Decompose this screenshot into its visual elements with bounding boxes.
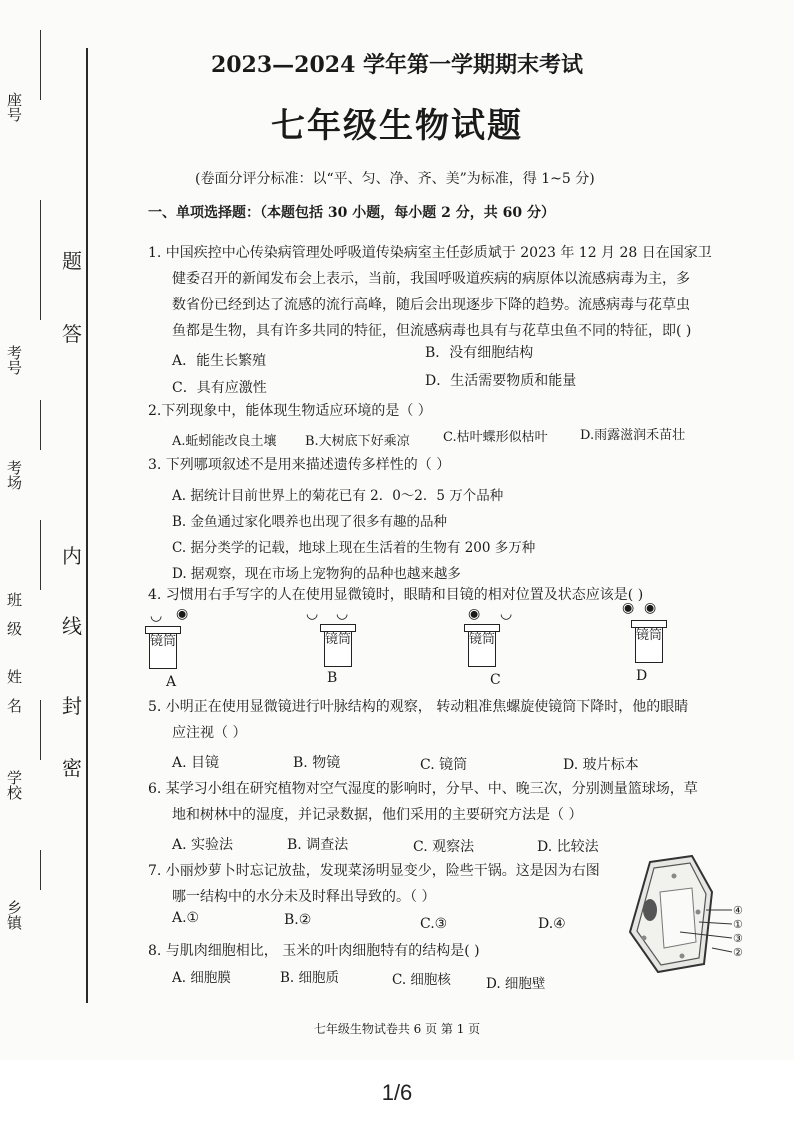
- eye-closed-icon: ◡: [306, 606, 319, 622]
- q6-option-b: B. 调查法: [287, 837, 349, 853]
- seal-char: 答: [62, 322, 82, 346]
- page-indicator: 1/6: [381, 1080, 413, 1105]
- page-footer: 七年级生物试卷共 6 页 第 1 页: [313, 1022, 481, 1036]
- q2-stem: 2.下列现象中，能体现生物适应环境的是（ ）: [148, 403, 432, 419]
- q4-figure-label: C: [490, 672, 501, 688]
- q1-line: 健委召开的新闻发布会上表示，当前，我国呼吸道疾病的病原体以流感病毒为主，多: [172, 271, 690, 287]
- q1-option-b: B．没有细胞结构: [425, 345, 534, 361]
- q5-line: 5. 小明正在使用显微镜进行叶脉结构的观察， 转动粗准焦螺旋使镜筒下降时，他的眼睛: [148, 699, 689, 715]
- nucleus: [643, 899, 657, 921]
- q7-line: 7. 小丽炒萝卜时忘记放盐，发现菜汤明显变少，险些干锅。这是因为右图: [148, 863, 600, 879]
- q7-option-a: A.①: [172, 910, 200, 926]
- section-heading: 一、单项选择题：（本题包括 30 小题，每小题 2 分，共 60 分）: [148, 205, 555, 221]
- exam-no-fill-line: [40, 200, 41, 320]
- q5-option-d: D. 玻片标本: [563, 757, 639, 773]
- q2-option-d: D.雨露滋润禾苗壮: [580, 428, 686, 443]
- q1-line: 1. 中国疾控中心传染病管理处呼吸道传染病室主任彭质斌于 2023 年 12 月 28 日在国家卫: [148, 245, 712, 261]
- q6-option-a: A. 实验法: [172, 837, 234, 853]
- q7-option-d: D.④: [538, 916, 566, 932]
- q2-option-b: B.大树底下好乘凉: [305, 434, 410, 449]
- school-fill-line: [40, 700, 41, 760]
- q5-option-a: A. 目镜: [172, 755, 220, 771]
- q1-line: 鱼都是生物，具有许多共同的特征，但流感病毒也具有与花草虫鱼不同的特征，即( ): [172, 323, 692, 339]
- q3-option-b: B. 金鱼通过家化喂养也出现了很多有趣的品种: [172, 514, 448, 530]
- q1-option-d: D．生活需要物质和能量: [425, 373, 577, 389]
- q7-option-b: B.②: [284, 912, 312, 928]
- q8-option-d: D. 细胞壁: [486, 976, 546, 992]
- plant-cell-figure: [620, 852, 745, 977]
- room-fill-line: [40, 400, 41, 450]
- room-label: 考场: [5, 460, 23, 490]
- cell-label: ④: [733, 904, 743, 917]
- q2-option-a: A.蚯蚓能改良土壤: [172, 434, 277, 449]
- q1-option-a: A．能生长繁殖: [172, 353, 267, 369]
- name-fill-line: [40, 520, 41, 590]
- seal-char: 题: [62, 249, 82, 273]
- q6-option-c: C. 观察法: [413, 839, 475, 855]
- q4-figure-label: D: [636, 668, 648, 684]
- class-name-label: 班级 姓名: [5, 592, 23, 727]
- eye-open-icon: ◉: [622, 600, 635, 616]
- q5-line: 应注视（ ）: [172, 725, 247, 741]
- eye-closed-icon: ◡: [150, 608, 163, 624]
- eye-closed-icon: ◡: [500, 606, 513, 622]
- eye-open-icon: ◉: [176, 606, 189, 622]
- q6-line: 6. 某学习小组在研究植物对空气湿度的影响时，分早、中、晚三次，分别测量篮球场，草: [148, 781, 698, 797]
- seal-char: 线: [62, 614, 82, 638]
- q7-line: 哪一结构中的水分未及时释出导致的。（ ）: [172, 889, 436, 905]
- q1-line: 数省份已经到达了流感的流行高峰，随后会出现逐步下降的趋势。流感病毒与花草虫: [172, 297, 690, 313]
- subject-title: 七年级生物试题: [271, 106, 523, 146]
- q6-option-d: D. 比较法: [537, 839, 599, 855]
- town-fill-line: [40, 850, 41, 890]
- q3-option-d: D. 据观察，现在市场上宠物狗的品种也越来越多: [172, 566, 461, 582]
- seal-char: 封: [62, 694, 82, 718]
- q7-option-c: C.③: [420, 916, 448, 932]
- q6-line: 地和树林中的湿度，并记录数据，他们采用的主要研究方法是（ ）: [172, 807, 583, 823]
- seal-char: 内: [62, 544, 82, 568]
- q4-stem: 4. 习惯用右手写字的人在使用显微镜时，眼睛和目镜的相对位置及状态应该是( ): [148, 587, 644, 603]
- school-label: 学校: [5, 770, 23, 800]
- q8-option-b: B. 细胞质: [280, 970, 340, 986]
- q3-option-a: A. 据统计目前世界上的菊花已有 2．0～2．5 万个品种: [172, 488, 504, 504]
- cell-label: ③: [733, 932, 743, 945]
- q3-stem: 3. 下列哪项叙述不是用来描述遗传多样性的（ ）: [148, 457, 451, 473]
- q3-option-c: C. 据分类学的记载，地球上现在生活着的生物有 200 多万种: [172, 540, 536, 556]
- q8-stem: 8. 与肌肉细胞相比， 玉米的叶肉细胞特有的结构是( ): [148, 943, 480, 959]
- q5-option-b: B. 物镜: [293, 755, 341, 771]
- cell-label: ②: [733, 946, 743, 959]
- q2-option-c: C.枯叶蝶形似枯叶: [443, 430, 548, 445]
- binding-line: [86, 48, 88, 1003]
- exam-title: 2023—2024 学年第一学期期末考试: [210, 52, 584, 78]
- q1-option-c: C．具有应激性: [172, 380, 267, 396]
- q8-option-c: C. 细胞核: [392, 972, 451, 988]
- q4-figure-label: B: [327, 670, 338, 686]
- seal-char: 密: [62, 756, 82, 780]
- town-label: 乡镇: [5, 900, 23, 930]
- vacuole: [660, 888, 696, 948]
- microscope-tube: 镜筒: [468, 631, 496, 667]
- neatness-note: (卷面分评分标准：以“平、匀、净、齐、美”为标准，得 1~5 分): [195, 171, 595, 187]
- q4-figure-label: A: [166, 674, 177, 690]
- microscope-tube: 镜筒: [149, 633, 177, 669]
- eye-closed-icon: ◡: [336, 606, 349, 622]
- q5-option-c: C. 镜筒: [420, 757, 468, 773]
- exam-no-label: 考号: [5, 345, 23, 375]
- q8-option-a: A. 细胞膜: [172, 970, 231, 986]
- microscope-tube: 镜筒: [324, 631, 352, 667]
- microscope-tube: 镜筒: [635, 627, 663, 663]
- cell-label: ①: [733, 918, 743, 931]
- eye-open-icon: ◉: [468, 606, 481, 622]
- seat-label: 座号: [5, 92, 23, 122]
- eye-open-icon: ◉: [644, 600, 657, 616]
